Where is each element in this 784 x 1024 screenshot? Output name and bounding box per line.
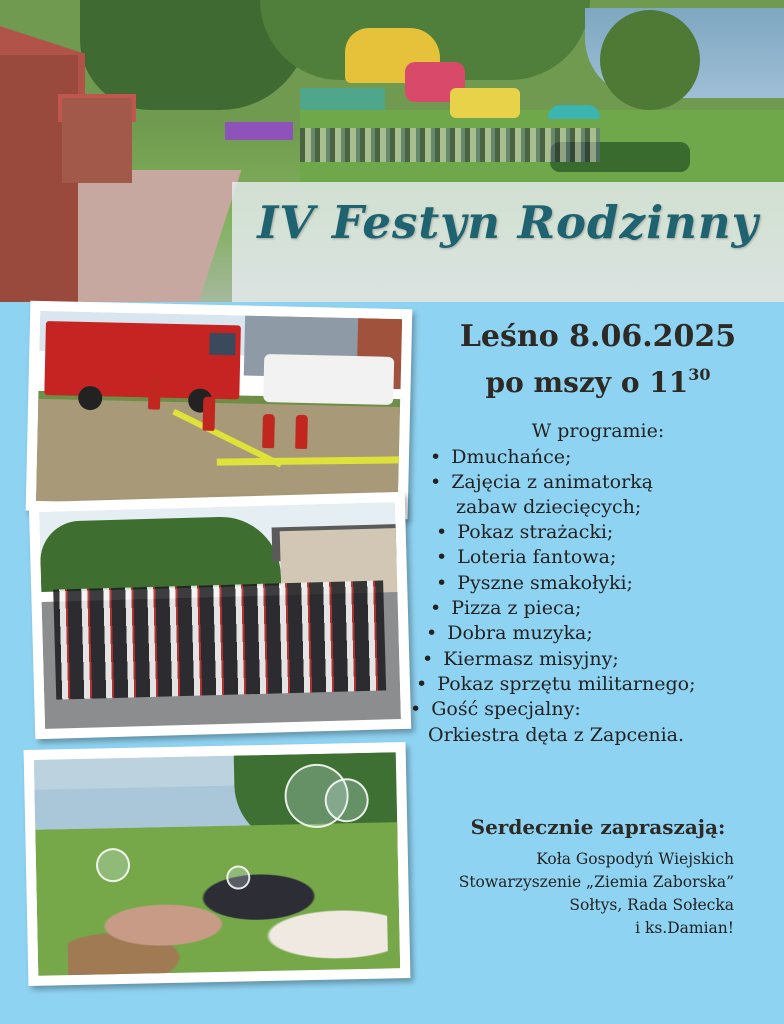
program-item-text: Gość specjalny: (431, 698, 581, 720)
photo-marching-band (29, 492, 411, 739)
bullet: • (436, 572, 448, 594)
tent (300, 88, 385, 110)
program-item (422, 648, 619, 670)
organizer: Stowarzyszenie „Ziemia Zaborska” (458, 873, 734, 891)
crowd (300, 128, 600, 162)
marching-band (53, 580, 386, 699)
photo-fire-brigade (26, 301, 413, 520)
photo-scene (34, 752, 400, 976)
program-item (416, 673, 696, 695)
bullet: • (430, 446, 442, 468)
bullet: • (422, 648, 434, 670)
firefighter (262, 414, 275, 448)
program-item (426, 622, 593, 644)
program-item (430, 446, 571, 468)
trees (600, 10, 700, 110)
bullet: • (430, 597, 442, 619)
program-item-continuation: Orkiestra dęta z Zapcenia. (428, 724, 685, 746)
lake (34, 785, 265, 830)
program-item (410, 698, 581, 720)
photo-scene (36, 311, 402, 509)
umbrella (548, 105, 600, 119)
bullet: • (426, 622, 438, 644)
program-item (430, 597, 581, 619)
program-item-text: Dobra muzyka; (447, 622, 593, 644)
program-item-text: Pyszne smakołyki; (457, 572, 633, 594)
firefighter (203, 397, 216, 431)
trees (39, 515, 281, 592)
organizer: Koła Gospodyń Wiejskich (536, 850, 734, 868)
program-item-text: Dmuchańce; (451, 446, 572, 468)
invite-heading: Serdecznie zapraszają: (470, 815, 726, 839)
event-time-prefix: po mszy o 11 (485, 366, 689, 399)
tent (225, 122, 293, 140)
program-item-text: Zajęcia z animatorką (451, 471, 654, 493)
program-item (430, 471, 653, 493)
program-item-continuation: zabaw dziecięcych; (456, 496, 642, 518)
bullet: • (436, 521, 448, 543)
shed (62, 98, 132, 183)
program-item-text: Pizza z pieca; (451, 597, 582, 619)
event-time-minutes: 30 (688, 365, 711, 384)
program-item-text: Pokaz sprzętu militarnego; (437, 673, 696, 695)
van (263, 354, 394, 405)
bullet: • (416, 673, 428, 695)
organizer: i ks.Damian! (635, 919, 734, 937)
program-heading: W programie: (531, 420, 665, 442)
program-item-text: Kiermasz misyjny; (443, 648, 619, 670)
organizer: Sołtys, Rada Sołecka (569, 896, 734, 914)
photo-scene (39, 502, 401, 729)
firefighter (148, 375, 161, 409)
bouncy-castle (450, 88, 520, 118)
event-time (412, 356, 784, 402)
program-item (436, 521, 613, 543)
photo-soap-bubbles (24, 742, 411, 986)
bullet: • (410, 698, 422, 720)
event-date: Leśno 8.06.2025 (459, 319, 737, 354)
program-item-text: Pokaz strażacki; (457, 521, 614, 543)
program-item (436, 546, 616, 568)
program-item-text: Loteria fantowa; (457, 546, 617, 568)
firefighter (295, 415, 308, 449)
truck-window (209, 333, 235, 356)
bullet: • (430, 471, 442, 493)
bullet: • (436, 546, 448, 568)
poster-title: IV Festyn Rodzinny (257, 196, 759, 249)
program-item (436, 572, 633, 594)
